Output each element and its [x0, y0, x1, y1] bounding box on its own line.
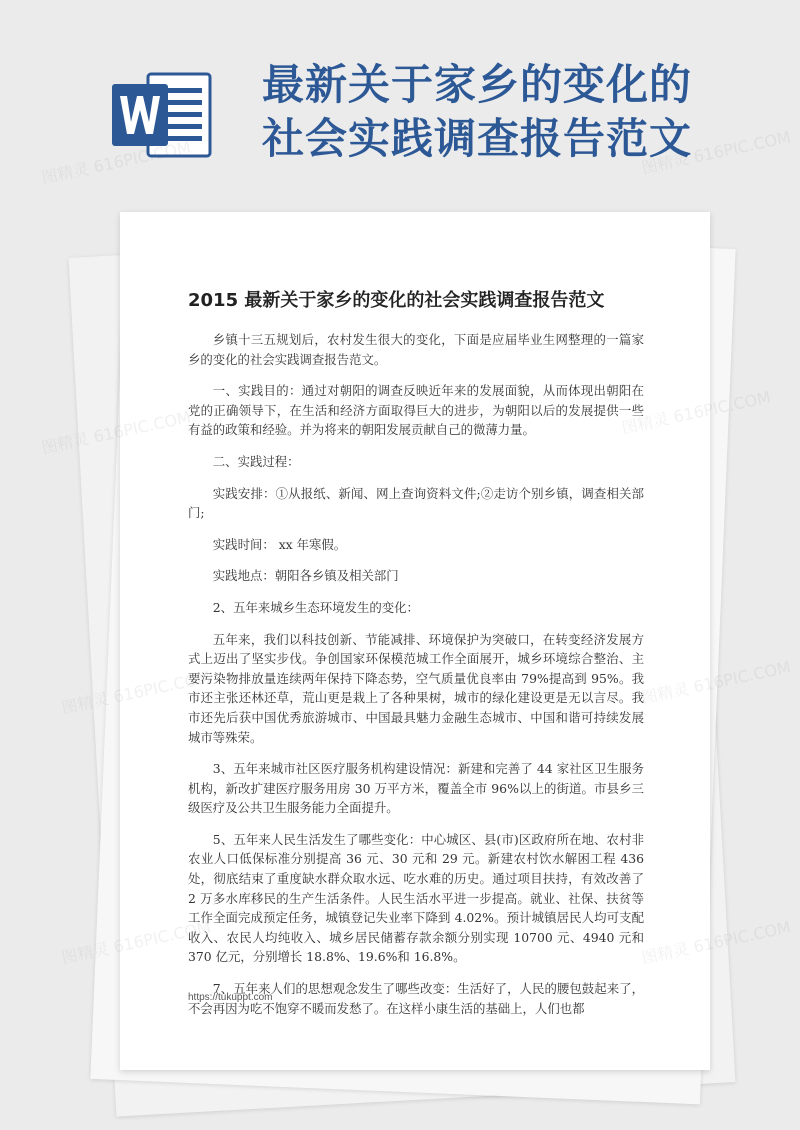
- paragraph-environment: 五年来，我们以科技创新、节能减排、环境保护为突破口，在转变经济发展方式上迈出了坚实步伐。争创国家环保模范城工作全面展开，城乡环境综合整治、主要污染物排放量连续两年保持下降态势，空气质量优良率由 79%提高到 95%。我市还主张还林还草，荒山更是栽上了各种果树，城市的绿化建设更是无以言尽。我市还先后获中国优秀旅游城市、中国最具魅力金融生态城市、中国和谐可持续发展城市等殊荣。: [188, 631, 644, 745]
- paragraph-section-2-heading: 2、五年来城乡生态环境发生的变化：: [212, 599, 419, 615]
- paragraph-mindset: 7、五年来人们的思想观念发生了哪些改变：生活好了，人民的腰包鼓起来了，不会再因为吃不饱穿不暖而发愁了。在这样小康生活的基础上，人们也都: [188, 981, 644, 1016]
- paragraph-location: 实践地点：朝阳各乡镇及相关部门: [212, 568, 399, 584]
- watermark: 图精灵 616PIC.COM: [639, 127, 793, 178]
- watermark: 616PIC.COM: [691, 917, 793, 957]
- paragraph-medical: 3、五年来城市社区医疗服务机构建设情况：新建和完善了 44 家社区卫生服务机构，新改扩建医疗服务用房 30 万平方米，覆盖全市 96%以上的街道。市县乡三级医疗及公共卫生服务能力全面提升。: [188, 761, 644, 816]
- paragraph-process-heading: 二、实践过程：: [212, 453, 300, 469]
- banner: [0, 0, 800, 210]
- watermark: 图精灵: [59, 938, 111, 968]
- paragraph-livelihood: 5、五年来人民生活发生了哪些变化：中心城区、县(市)区政府所在地、农村非农业人口低保标准分别提高 36 元、30 元和 29 元。新建农村饮水解困工程 436 处，彻底结束了重度缺水群众取水远、吃水难的历史。通过项目扶持，有效改善了 2 万多水库移民的生产生活条件。人民生活水平进一步提高。就业、社保、扶贫等工作全面完成预定任务，城镇登记失业率下降到 4.02%。预计城镇居民人均可支配收入、农民人均纯收入、城乡居民储蓄存款余额分别实现 10700 元、4940 元和 370 亿元，分别增长 18.8%、19.6%和 16.8%。: [188, 831, 644, 965]
- footer-url[interactable]: https://tukuppt.com: [188, 992, 273, 1003]
- document-page: [120, 212, 710, 1070]
- banner-title-line-2: 社会实践调查报告范文: [262, 114, 693, 163]
- watermark: 图精灵: [59, 688, 111, 718]
- watermark: 图精灵: [39, 428, 91, 458]
- paragraph-arrangement: 实践安排：①从报纸、新闻、网上查询资料文件;②走访个别乡镇，调查相关部门;: [188, 485, 644, 521]
- watermark: 616PIC.COM: [691, 657, 793, 697]
- paragraph-intro: 乡镇十三五规划后，农村发生很大的变化，下面是应届毕业生网整理的一篇家乡的变化的社会实践调查报告范文。: [188, 332, 644, 367]
- watermark: 图精灵 616PIC.COM: [39, 137, 193, 188]
- word-document-icon: [110, 70, 214, 160]
- banner-title-line-1: 最新关于家乡的变化的: [262, 60, 693, 109]
- paragraph-time: 实践时间： xx 年寒假。: [212, 536, 347, 552]
- paragraph-purpose: 一、实践目的：通过对朝阳的调查反映近年来的发展面貌，从而体现出朝阳在党的正确领导下，在生活和经济方面取得巨大的进步，为朝阳以后的发展提供一些有益的政策和经验。并为将来的朝阳发展贡献自己的微薄力量。: [188, 383, 644, 438]
- banner-title: [262, 58, 692, 166]
- document-title: 2015 最新关于家乡的变化的社会实践调查报告范文: [188, 290, 605, 311]
- document-body: [188, 330, 644, 1030]
